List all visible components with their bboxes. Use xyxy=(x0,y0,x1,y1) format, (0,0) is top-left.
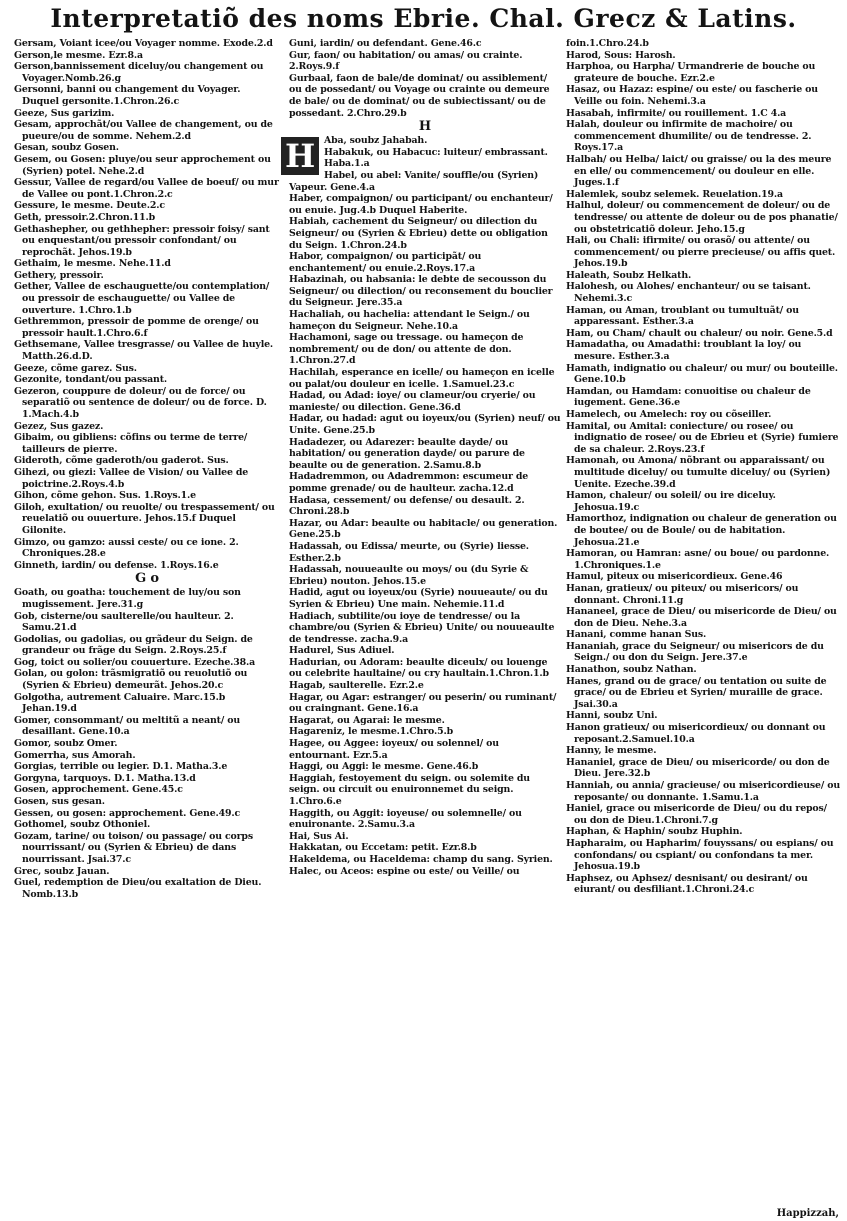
mid-top-entries xyxy=(289,38,561,119)
entry: Hazar, ou Adar: beaulte ou habitacle/ ou generation. Gene.25.b xyxy=(289,517,558,541)
entry: Hakeldema, ou Haceldema: champ du sang. Syrien. xyxy=(289,853,553,865)
entry: Hadar, ou hadad: agut ou ioyeux/ou (Syrien) neuf/ ou Unite. Gene.25.b xyxy=(289,413,561,436)
entry: Gesem, ou Gosen: pluye/ou seur approchement ou (Syrien) potel. Nehe.2.d xyxy=(14,153,271,177)
entry: Hanathon, soubz Nathan. xyxy=(566,664,697,676)
entry: Gomer, consommant/ ou meltitũ a neant/ ou desaillant. Gene.10.a xyxy=(14,714,241,738)
entry: Hanni, soubz Uni. xyxy=(566,710,658,722)
entry: Halah, douleur ou infirmite de machoire/ ou commencement dhumilite/ ou de tendresse. 2. Roys.17.a xyxy=(566,119,812,154)
entry: Haber, compaignon/ ou participant/ ou enchanteur/ ou enuie. Jug.4.b Duquel Haberite. xyxy=(289,193,553,216)
entry: Hadad, ou Adad: ioye/ ou clameur/ou cryerie/ ou manieste/ ou dilection. Gene.36.d xyxy=(289,390,536,413)
entry: Haggiah, festoyement du seign. ou solemite du seign. ou circuit ou enuironnemet du seign. 1.Chro.6.e xyxy=(289,772,530,807)
entry: Gersam, Voiant icee/ou Voyager nomme. Exode.2.d xyxy=(14,38,273,49)
entry: Gessure, le mesme. Deute.2.c xyxy=(14,200,165,212)
column-right xyxy=(566,38,841,1215)
entry: Gomerrha, sus Amorah. xyxy=(14,749,136,761)
entry: Gideroth, cõme gaderoth/ou gaderot. Sus. xyxy=(14,455,229,467)
entry: Hananiah, grace du Seigneur/ ou misericors de du Seign./ ou don du Seign. Jere.37.e xyxy=(566,640,824,664)
entry: Hanny, le mesme. xyxy=(566,745,657,757)
entry: Hai, Sus Ai. xyxy=(289,830,349,842)
entry: Hachamoni, sage ou tressage. ou hameçon de nombrement/ ou de don/ ou attente de don. 1.Chron.27.d xyxy=(289,332,524,367)
entry: Halec, ou Aceos: espine ou este/ ou Veille/ ou xyxy=(289,865,520,877)
entry: Hapharaim, ou Hapharim/ fouyssans/ ou espians/ ou confondans/ ou cspiant/ ou confondans ta mer. Jehosua.19.b xyxy=(566,837,834,873)
entry: Grec, soubz Jauan. xyxy=(14,865,110,877)
entry: Hadurian, ou Adoram: beaulte diceulx/ ou louenge ou celebrite haultaine/ ou cry haultain.1.Chron.1.b xyxy=(289,656,549,680)
entry: Harod, Sous: Harosh. xyxy=(566,49,676,61)
entry: Haggith, ou Aggit: ioyeuse/ ou solemnelle/ ou enuironante. 2.Samu.3.a xyxy=(289,807,522,831)
entry: Gorgias, terrible ou legier. D.1. Matha.3.e xyxy=(14,761,228,773)
entry: Haman, ou Aman, troublant ou tumultuãt/ ou apparessant. Esther.3.a xyxy=(566,304,799,328)
entry: Geeze, Sus garizim. xyxy=(14,107,115,119)
entry: Gethsemane, Vallee tresgrasse/ ou Vallee de huyle. Matth.26.d.D. xyxy=(14,339,274,363)
entry: Hamdan, ou Hamdam: conuoitise ou chaleur de iugement. Gene.36.e xyxy=(566,385,811,409)
entry: Gothomel, soubz Othoniel. xyxy=(14,819,151,831)
entry: Gimzo, ou gamzo: aussi ceste/ ou ce ione. 2. Chroniques.28.e xyxy=(14,536,239,560)
entry: Gosen, approchement. Gene.45.c xyxy=(14,784,183,796)
entry: Haleath, Soubz Helkath. xyxy=(566,269,692,281)
entry: Hali, ou Chali: ifirmite/ ou orasõ/ ou attente/ ou commencement/ ou pierre precieuse/ ou affis quet. Jehos.19.b xyxy=(566,235,836,270)
entry: Gomor, soubz Omer. xyxy=(14,738,118,750)
entry: Gur, faon/ ou habitation/ ou amas/ ou crainte. 2.Roys.9.f xyxy=(289,49,523,73)
entry: Gessur, Vallee de regard/ou Vallee de boeuf/ ou mur de Vallee ou pont.1.Chron.2.c xyxy=(14,177,279,200)
entry: Hadadremmon, ou Adadremmon: escumeur de pomme grenade/ ou de haulteur. zacha.12.d xyxy=(289,471,529,494)
entry: Hachilah, esperance en icelle/ ou hameçon en icelle ou palat/ou douleur en icelle. 1.Samuel.23.c xyxy=(289,367,555,390)
entry: H Aba, soubz Jahabah. xyxy=(289,135,561,147)
entry: Hamoran, ou Hamran: asne/ ou boue/ ou pardonne. 1.Chroniques.1.e xyxy=(566,548,830,571)
section-letter-h: H xyxy=(418,119,432,135)
entry: Gethery, pressoir. xyxy=(14,269,104,281)
entry: Hadid, agut ou ioyeux/ou (Syrie) nouueaute/ ou du Syrien & Ebrieu) Une main. Nehemie.11.d xyxy=(289,587,548,610)
entry: Gesam, approchãt/ou Vallee de changement, ou de pueure/ou de somme. Nehem.2.d xyxy=(14,119,273,142)
entry: Gog, toict ou solier/ou couuerture. Ezeche.38.a xyxy=(14,656,256,668)
entry: Gethashepher, ou gethhepher: pressoir foisy/ sant ou enquestant/ou pressoir confondant/ ou reprochãt. Jehos.19.b xyxy=(14,223,270,258)
entry: Gezonite, tondant/ou passant. xyxy=(14,374,168,386)
entry: Hagarat, ou Agarai: le mesme. xyxy=(289,714,445,726)
entry: Hamon, chaleur/ ou soleil/ ou ire diceluy. Jehosua.19.c xyxy=(566,490,776,513)
entry: Hamelech, ou Amelech: roy ou cõseiller. xyxy=(566,409,772,420)
entry: Gerson,bannissement diceluy/ou changement ou Voyager.Nomb.26.g xyxy=(14,61,264,84)
entry: Hadurel, Sus Adiuel. xyxy=(289,645,395,657)
entry: Habor, compaignon/ ou participãt/ ou enchantement/ ou enuie.2.Roys.17.a xyxy=(289,251,482,274)
entry: Hamorthoz, indignation ou chaleur de generation ou de boutee/ ou de Boule/ ou de habitation. Jehosua.21.e xyxy=(566,513,837,548)
column-left xyxy=(14,38,280,1215)
entry: Hananiel, grace de Dieu/ ou misericorde/ ou don de Dieu. Jere.32.b xyxy=(566,756,830,780)
mid-entries xyxy=(284,135,561,877)
entry: Hananeel, grace de Dieu/ ou misericorde de Dieu/ ou don de Dieu. Nehe.3.a xyxy=(566,606,837,629)
entry: Hamadatha, ou Amadathi: troublant la loy/ ou mesure. Esther.3.a xyxy=(566,339,802,363)
entry: Hamath, indignatio ou chaleur/ ou mur/ ou bouteille. Gene.10.b xyxy=(566,362,838,386)
entry: Halhul, doleur/ ou commencement de doleur/ ou de tendresse/ ou attente de doleur ou de pos phanatie/ ou obstetricatiõ doleur. Jeho.15.g xyxy=(566,200,838,235)
section-letter: G o xyxy=(135,571,159,587)
entry: Gozam, tarine/ ou toison/ ou passage/ ou corps nourrissant/ ou (Syrien & Ebrieu) de dans nourrissant. Jsai.37.c xyxy=(14,830,253,865)
entry: Hanan, gratieux/ ou piteux/ ou misericors/ ou donnant. Chroni.11.g xyxy=(566,582,799,606)
entry: Harphoa, ou Harpha/ Urmandrerie de bouche ou grateure de bouche. Ezr.2.e xyxy=(566,61,816,84)
entry: Gether, Vallee de eschauguette/ou contemplation/ ou pressoir de eschauguette/ ou Vallee de ouverture. 1.Chro.1.b xyxy=(14,281,270,316)
entry: Gihon, cõme gehon. Sus. 1.Roys.1.e xyxy=(14,490,196,502)
entry: Gessen, ou gosen: approchement. Gene.49.c xyxy=(14,807,241,819)
dropcap-h: H xyxy=(281,137,319,175)
entry: Gerson,le mesme. Ezr.8.a xyxy=(14,49,143,61)
entry: Golan, ou golon: trãsmigratiõ ou reuolutiõ ou (Syrien & Ebrieu) demeurãt. Jehos.20.c xyxy=(14,668,248,692)
entry: Halemlek, soubz selemek. Reuelation.19.a xyxy=(566,188,783,200)
entry: Hamonah, ou Amona/ nõbrant ou apparaissant/ ou multitude diceluy/ ou tumulte diceluy/ ou (Syrien) Uenite. Ezeche.39.d xyxy=(566,455,831,490)
entry: Gezez, Sus gazez. xyxy=(14,420,104,432)
entry: Hakkatan, ou Eccetam: petit. Ezr.8.b xyxy=(289,842,477,854)
page-title: Interpretatiõ des noms Ebrie. Chal. Grecz & Latins. xyxy=(50,4,797,33)
entry: Habazinah, ou habsania: le debte de secousson du Seigneur/ ou dilection/ ou reconsement du bouclier du Seigneur. Jere.35.a xyxy=(289,274,553,309)
entry: Gosen, sus gesan. xyxy=(14,796,105,807)
catchword: Happizzah, xyxy=(776,1208,839,1219)
entry: Haphsez, ou Aphsez/ desnisant/ ou desirant/ ou eiurant/ ou desfiliant.1.Chroni.24.c xyxy=(566,872,808,896)
column-middle xyxy=(284,38,561,1215)
entry: Ginneth, iardin/ ou defense. 1.Roys.16.e xyxy=(14,559,219,571)
entry: Hamul, piteux ou misericordieux. Gene.46 xyxy=(566,571,783,583)
entry: Gorgyna, tarquoys. D.1. Matha.13.d xyxy=(14,772,196,784)
entry: Hasaz, ou Hazaz: espine/ ou este/ ou fascherie ou Veille ou foin. Nehemi.3.a xyxy=(566,84,818,107)
entry: Giloh, exultation/ ou reuolte/ ou trespassement/ ou reuelatiõ ou ouuerture. Jehos.15.f Duquel Gilonite. xyxy=(14,501,275,536)
entry: Golgotha, autrement Caluaire. Marc.15.b Jehan.19.d xyxy=(14,691,226,715)
entry: Gurbaal, faon de bale/de dominat/ ou assiblement/ ou de possedant/ ou Voyage ou crainte ou demeure de bale/ ou de dominat/ ou de subiectissant/ ou de possedant. 2.Chro.29.b xyxy=(289,72,550,119)
entry: Gethremmon, pressoir de pomme de orenge/ ou pressoir hault.1.Chro.6.f xyxy=(14,316,259,339)
entry: Gezeron, couppure de doleur/ ou de force/ ou separatiõ ou sentence de doleur/ ou de force. D. 1.Mach.4.b xyxy=(14,385,267,420)
entry: Ham, ou Cham/ chault ou chaleur/ ou noir. Gene.5.d xyxy=(566,327,833,339)
entry: Hanon gratieux/ ou misericordieux/ ou donnant ou reposant.2.Samuel.10.a xyxy=(566,722,826,745)
entry: Hanniah, ou annia/ gracieuse/ ou misericordieuse/ ou reposante/ ou donnante. 1.Samu.1.a xyxy=(566,780,841,803)
entry: Gersonni, banni ou changement du Voyager. Duquel gersonite.1.Chron.26.c xyxy=(14,84,241,107)
entry: Hadasa, cessement/ ou defense/ ou desault. 2. Chroni.28.b xyxy=(289,494,525,518)
entry: Hachaliah, ou hachelia: attendant le Seign./ ou hameçon du Seigneur. Nehe.10.a xyxy=(289,309,530,332)
entry: Geeze, cõme garez. Sus. xyxy=(14,362,137,374)
entry: Haggi, ou Aggi: le mesme. Gene.46.b xyxy=(289,761,479,773)
entry: Hadiach, subtilite/ou ioye de tendresse/ ou la chambre/ou (Syrien & Ebrieu) Unite/ ou nouueaulte de tendresse. zacha.9.a xyxy=(289,610,555,645)
entry: Habiah, cachement du Seigneur/ ou dilection du Seigneur/ ou (Syrien & Ebrieu) dette ou obligation du Seign. 1.Chron.24.b xyxy=(289,216,548,251)
entry: Gibaim, ou gibliens: cõfins ou terme de terre/ tailleurs de pierre. xyxy=(14,432,248,455)
entry: Geth, pressoir.2.Chron.11.b xyxy=(14,211,155,223)
entry: Hagab, saulterelle. Ezr.2.e xyxy=(289,680,424,692)
entry: Hadassah, ou Edissa/ meurte, ou (Syrie) liesse. Esther.2.b xyxy=(289,540,529,564)
entry: foin.1.Chro.24.b xyxy=(566,38,649,49)
entry: Hagar, ou Agar: estranger/ ou peserin/ ou ruminant/ ou craingnant. Gene.16.a xyxy=(289,691,557,715)
entry: Gesan, soubz Gosen. xyxy=(14,142,119,154)
entry: Haphan, & Haphin/ soubz Huphin. xyxy=(566,826,743,838)
entry: Hanes, grand ou de grace/ ou tentation ou suite de grace/ ou de Ebrieu et Syrien/ muraille de grace. Jsai.30.a xyxy=(566,675,827,710)
entry: Hadadezer, ou Adarezer: beaulte dayde/ ou habitation/ ou generation dayde/ ou parure de beaulte ou de generation. 2.Samu.8.b xyxy=(289,436,525,471)
entry: Hanani, comme hanan Sus. xyxy=(566,629,707,641)
entry: Hagee, ou Aggee: ioyeux/ ou solennel/ ou entournant. Ezr.5.a xyxy=(289,738,499,761)
entry: Hamital, ou Amital: coniecture/ ou rosee/ ou indignatio de rosee/ ou de Ebrieu et (Syrie) fumiere de sa chaleur. 2.Roys.23.f xyxy=(566,420,839,455)
entry: Gethaim, le mesme. Nehe.11.d xyxy=(14,258,171,270)
entry: Halbah/ ou Helba/ laict/ ou graisse/ ou la des meure en elle/ ou commencement/ ou douleur en elle. Juges.1.f xyxy=(566,153,832,189)
entry: Guni, iardin/ ou defendant. Gene.46.c xyxy=(289,38,482,49)
entry: Haniel, grace ou misericorde de Dieu/ ou du repos/ ou don de Dieu.1.Chroni.7.g xyxy=(566,803,827,826)
entry: Hagareniz, le mesme.1.Chro.5.b xyxy=(289,726,453,738)
entry: Hadassah, nouueaulte ou moys/ ou (du Syrie & Ebrieu) nouton. Jehos.15.e xyxy=(289,564,529,587)
entry: Habakuk, ou Habacuc: luiteur/ embrassant. Haba.1.a xyxy=(324,146,548,170)
entry: Godolias, ou gadolias, ou grãdeur du Seign. de grandeur ou frãge du Seign. 2.Roys.25.f xyxy=(14,633,253,657)
entry: Halohesh, ou Alohes/ enchanteur/ ou se taisant. Nehemi.3.c xyxy=(566,281,811,305)
entry: Gob, cisterne/ou saulterelle/ou haulteur. 2. Samu.21.d xyxy=(14,610,234,634)
entry: Gihezi, ou giezi: Vallee de Vision/ ou Vallee de poictrine.2.Roys.4.b xyxy=(14,466,249,490)
entry: Hasabah, infirmite/ ou rouillement. 1.C 4.a xyxy=(566,107,787,119)
entry: Goath, ou goatha: touchement de luy/ou son mugissement. Jere.31.g xyxy=(14,587,241,610)
entry: Habel, ou abel: Vanite/ souffle/ou (Syrien) Vapeur. Gene.4.a xyxy=(289,169,539,193)
entry: Guel, redemption de Dieu/ou exaltation de Dieu. Nomb.13.b xyxy=(14,877,262,900)
